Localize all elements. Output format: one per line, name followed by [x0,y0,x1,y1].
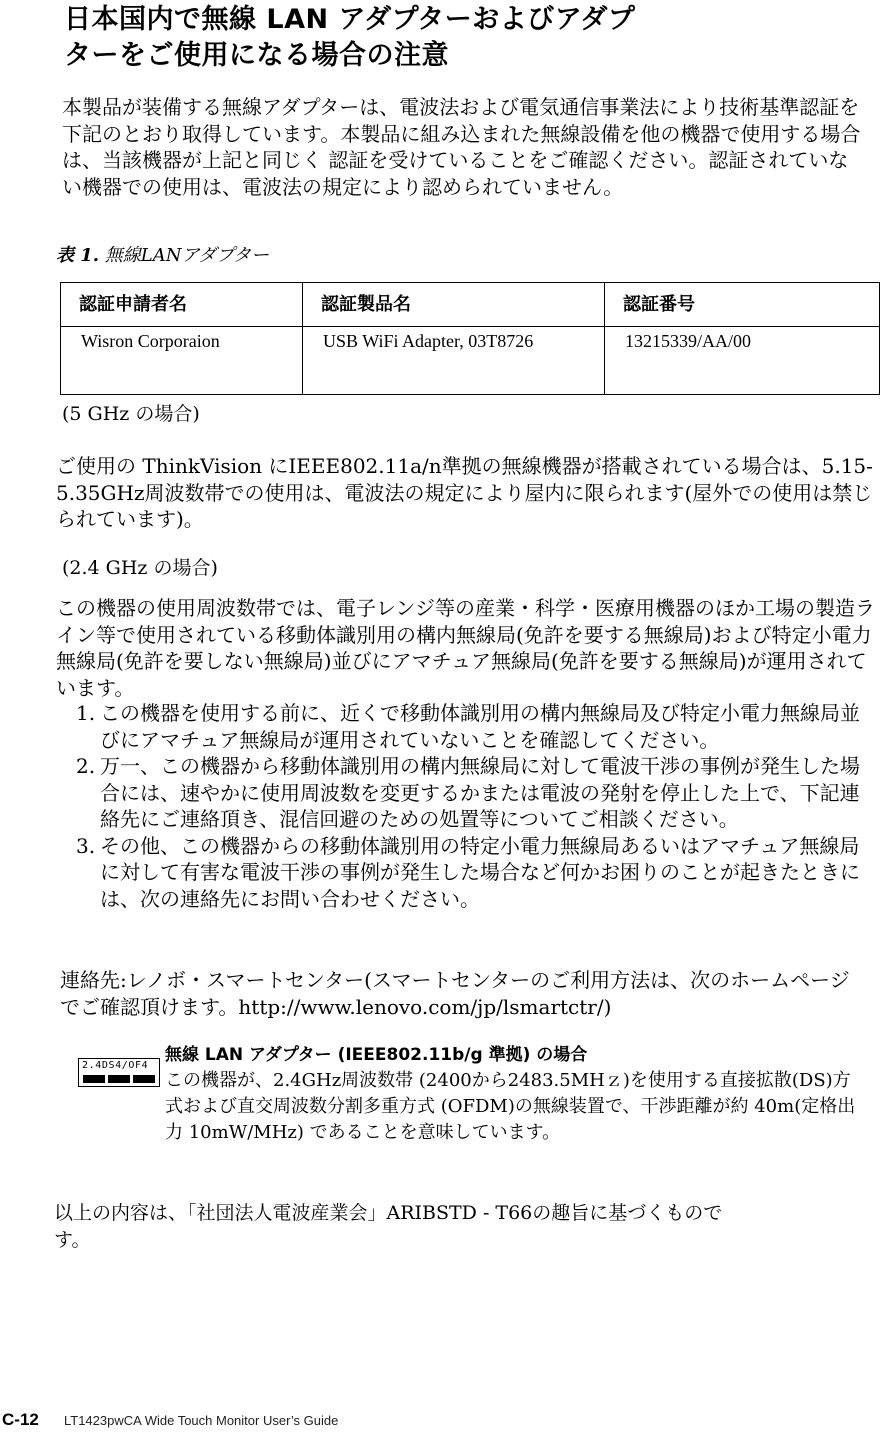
guide-title: LT1423pwCA Wide Touch Monitor User’s Guide [64,1413,339,1428]
band-24ghz-label: (2.4 GHz の場合) [62,557,218,579]
list-item [62,833,862,913]
wireless-badge-text: 2.4DS4/OF4 [82,1060,149,1071]
wireless-label-body: この機器が、2.4GHz周波数帯 (2400から2483.5MHｚ)を使用する直接拡散(DS)方式および直交周波数分割多重方式 (OFDM)の無線装置で、干渉距離が約 40m(定格出力 10mW/MHz) であることを意味しています。 [165,1070,856,1143]
table-caption-text: 無線LANアダプター [104,245,269,266]
wireless-label-title: 無線 LAN アダプター (IEEE802.11b/g 準拠) の場合 [165,1045,588,1065]
badge-bar [83,1075,105,1083]
page-number: C-12 [2,1410,39,1429]
list-item-text: その他、この機器からの移動体識別用の特定小電力無線局あるいはアマチュア無線局に対して有害な電波干渉の事例が発生した場合など何かお困りのことが起きたときには、次の連絡先にお問い合わせください。 [100,833,860,911]
badge-bar [108,1075,130,1083]
basis-paragraph: 以上の内容は、「社団法人電波産業会」ARIBSTD - T66の趣旨に基づくものです。 [54,1202,723,1251]
table-row [61,327,880,395]
band-24ghz-text: この機器の使用周波数帯では、電子レンジ等の産業・科学・医療用機器のほか工場の製造ライン等で使用されている移動体識別用の構内無線局(免許を要する無線局)および特定小電力無線局(免許を要しない無線局)並びにアマチュア無線局(免許を要する無線局)が運用されています。 [56,596,875,700]
table-caption-label: 表 1. [56,245,100,266]
badge-bar [133,1075,155,1083]
list-item-number: 2. [76,754,96,778]
wireless-badge-icon [78,1058,160,1087]
page-footer [0,1408,881,1432]
list-item-text: 万一、この機器から移動体識別用の構内無線局に対して電波干渉の事例が発生した場合には、速やかに使用周波数を変更するかまたは電波の発射を停止した上で、下記連絡先にご連絡頂き、混信回避のための処置等についてご相談ください。 [100,754,860,831]
list-item [62,753,862,833]
band-5ghz-text: ご使用の ThinkVision にIEEE802.11a/n準拠の無線機器が搭載されている場合は、5.15-5.35GHz周波数帯での使用は、電波法の規定により屋内に限られます(屋外での使用は禁じられています)。 [56,454,873,531]
cell-cert-number: 13215339/AA/00 [605,327,880,395]
header-product: 認証製品名 [303,283,605,327]
contact-paragraph: 連絡先:レノボ・スマートセンター(スマートセンターのご利用方法は、次のホームページでご確認頂けます。http://www.lenovo.com/jp/lsmartctr/) [60,968,850,1019]
table-header-row [61,283,880,327]
list-item-number: 3. [76,833,96,858]
title-line-1: 日本国内で無線 LAN アダプターおよびアダプ [64,4,636,35]
wireless-label-block [165,1042,865,1146]
page-title [64,2,844,74]
list-item [62,700,862,753]
header-cert-number: 認証番号 [605,283,880,327]
notes-list [62,700,862,912]
cell-applicant: Wisron Corporaion [61,327,303,395]
cell-product: USB WiFi Adapter, 03T8726 [303,327,605,395]
list-item-text: この機器を使用する前に、近くで移動体識別用の構内無線局及び特定小電力無線局並びにアマチュア無線局が運用されていないことを確認してください。 [100,701,860,752]
title-line-2: ターをご使用になる場合の注意 [64,40,449,71]
band-5ghz-label: (5 GHz の場合) [62,403,200,425]
list-item-number: 1. [76,701,96,725]
intro-paragraph: 本製品が装備する無線アダプターは、電波法および電気通信事業法により技術基準認証を下記のとおり取得しています。本製品に組み込まれた無線設備を他の機器で使用する場合は、当該機器が上記と同じく 認証を受けていることをご確認ください。認証されていない機器での使用は、電波法の規定により認められていません。 [62,95,861,199]
header-applicant: 認証申請者名 [61,283,303,327]
certification-table [60,282,880,395]
table-caption [56,243,269,269]
